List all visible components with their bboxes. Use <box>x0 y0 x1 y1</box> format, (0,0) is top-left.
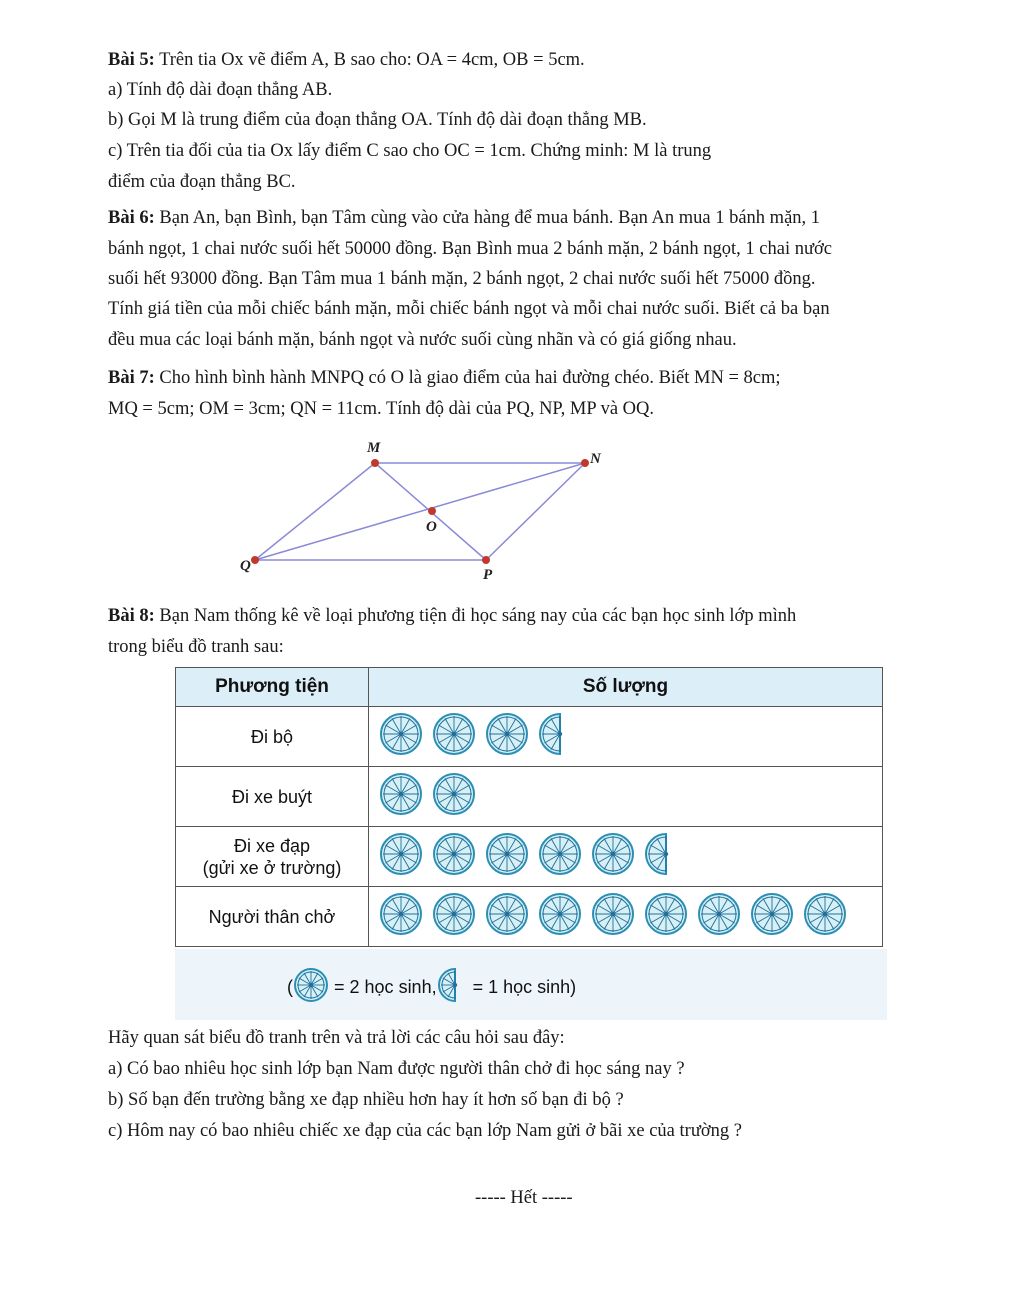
label-p: P <box>483 567 493 583</box>
bai5-b: b) Gọi M là trung điểm của đoạn thẳng OA. Tính độ dài đoạn thẳng MB. <box>108 110 647 130</box>
legend-open-paren: ( <box>287 977 293 997</box>
half-wheel-icon <box>538 712 582 761</box>
wheel-icon <box>432 892 476 941</box>
half-wheel-icon <box>644 832 688 881</box>
wheel-icon <box>432 772 476 821</box>
bai8-text1: Bạn Nam thống kê về loại phương tiện đi học sáng nay của các bạn học sinh lớp mình <box>159 606 797 626</box>
wheel-icon <box>432 832 476 881</box>
wheel-icon <box>485 832 529 881</box>
table-row <box>176 887 883 947</box>
bai8-intro: Hãy quan sát biểu đồ tranh trên và trả lời các câu hỏi sau đây: <box>108 1028 565 1048</box>
bai6-line1 <box>108 206 820 230</box>
row-label-family <box>176 887 369 947</box>
row-label-bus <box>176 767 369 827</box>
table-header-row <box>176 668 883 707</box>
wheel-icon <box>379 892 423 941</box>
row-label-line: (gửi xe ở trường) <box>202 857 342 878</box>
bai5-line <box>108 48 585 72</box>
row-icons-family <box>369 887 883 947</box>
bai7-line1 <box>108 366 781 390</box>
point-n <box>581 459 589 467</box>
legend-full-text: = 2 học sinh, <box>334 977 437 997</box>
bai6-line5: đều mua các loại bánh mặn, bánh ngọt và nước suối cùng nhãn và có giá giống nhau. <box>108 330 737 350</box>
bai8-line1 <box>108 604 796 628</box>
bai6-line4: Tính giá tiền của mỗi chiếc bánh mặn, mỗi chiếc bánh ngọt và mỗi chai nước suối. Biết cả ba bạn <box>108 299 830 319</box>
wheel-icon <box>432 712 476 761</box>
label-q: Q <box>240 558 251 574</box>
table-row <box>176 767 883 827</box>
label-m: M <box>367 440 381 456</box>
label-n: N <box>590 451 601 467</box>
wheel-icon <box>293 967 329 1008</box>
wheel-icon <box>591 832 635 881</box>
bai6-text1: Bạn An, bạn Bình, bạn Tâm cùng vào cửa hàng để mua bánh. Bạn An mua 1 bánh mặn, 1 <box>159 208 821 228</box>
bai8-question-a: a) Có bao nhiêu học sinh lớp bạn Nam được người thân chở đi học sáng nay ? <box>108 1059 685 1079</box>
wheel-icon <box>538 832 582 881</box>
table-row <box>176 827 883 887</box>
legend-line <box>287 967 576 1008</box>
bai5-c2: điểm của đoạn thẳng BC. <box>108 172 296 192</box>
row-label-line: Người thân chở <box>208 906 336 927</box>
point-q <box>251 556 259 564</box>
wheel-icon <box>644 892 688 941</box>
wheel-icon <box>750 892 794 941</box>
bai7-label: Bài 7: <box>108 368 155 388</box>
header-quantity: Số lượng <box>369 668 883 707</box>
wheel-icon <box>803 892 847 941</box>
bai6-label: Bài 6: <box>108 208 155 228</box>
parallelogram-figure <box>240 430 620 590</box>
wheel-icon <box>379 832 423 881</box>
wheel-icon <box>591 892 635 941</box>
bai5-c1: c) Trên tia đối của tia Ox lấy điểm C sao cho OC = 1cm. Chứng minh: M là trung <box>108 141 712 161</box>
legend-half-text: = 1 học sinh) <box>472 977 577 997</box>
bai6-line3: suối hết 93000 đồng. Bạn Tâm mua 1 bánh mặn, 2 bánh ngọt, 2 chai nước suối hết 75000 đồng. <box>108 269 816 289</box>
picture-chart-table <box>175 667 883 947</box>
wheel-icon <box>485 892 529 941</box>
bai8-question-c: c) Hôm nay có bao nhiêu chiếc xe đạp của các bạn lớp Nam gửi ở bãi xe của trường ? <box>108 1121 742 1141</box>
bai8-line2: trong biểu đồ tranh sau: <box>108 637 284 657</box>
wheel-icon <box>538 892 582 941</box>
row-icons-bus <box>369 767 883 827</box>
wheel-icon <box>379 772 423 821</box>
row-label-line: Đi xe buýt <box>231 786 313 807</box>
bai7-text1: Cho hình bình hành MNPQ có O là giao điểm của hai đường chéo. Biết MN = 8cm; <box>159 368 781 388</box>
footer-end: ----- Hết ----- <box>475 1188 573 1208</box>
chart-legend <box>175 949 887 1020</box>
row-icons-bicycle <box>369 827 883 887</box>
bai8-question-b: b) Số bạn đến trường bằng xe đạp nhiều hơn hay ít hơn số bạn đi bộ ? <box>108 1090 624 1110</box>
side-qm <box>255 463 375 560</box>
bai8-label: Bài 8: <box>108 606 155 626</box>
point-o <box>428 507 436 515</box>
half-wheel-icon <box>437 967 473 1008</box>
picture-chart <box>175 667 887 1020</box>
row-icons-walk <box>369 707 883 767</box>
label-o: O <box>426 519 437 535</box>
row-label-bicycle <box>176 827 369 887</box>
bai6-line2: bánh ngọt, 1 chai nước suối hết 50000 đồng. Bạn Bình mua 2 bánh mặn, 2 bánh ngọt, 1 chai nước <box>108 239 833 259</box>
figure-lines <box>255 463 585 560</box>
row-label-walk <box>176 707 369 767</box>
bai7-line2: MQ = 5cm; OM = 3cm; QN = 11cm. Tính độ dài của PQ, NP, MP và OQ. <box>108 399 655 419</box>
wheel-icon <box>485 712 529 761</box>
point-m <box>371 459 379 467</box>
point-p <box>482 556 490 564</box>
bai5-label: Bài 5: <box>108 50 155 70</box>
row-label-line: Đi bộ <box>250 726 294 747</box>
row-label-line: Đi xe đạp <box>233 835 311 856</box>
wheel-icon <box>379 712 423 761</box>
wheel-icon <box>697 892 741 941</box>
header-vehicle: Phương tiện <box>176 668 369 707</box>
bai5-text: Trên tia Ox vẽ điểm A, B sao cho: OA = 4cm, OB = 5cm. <box>159 50 585 70</box>
table-row <box>176 707 883 767</box>
bai5-a: a) Tính độ dài đoạn thẳng AB. <box>108 80 333 100</box>
